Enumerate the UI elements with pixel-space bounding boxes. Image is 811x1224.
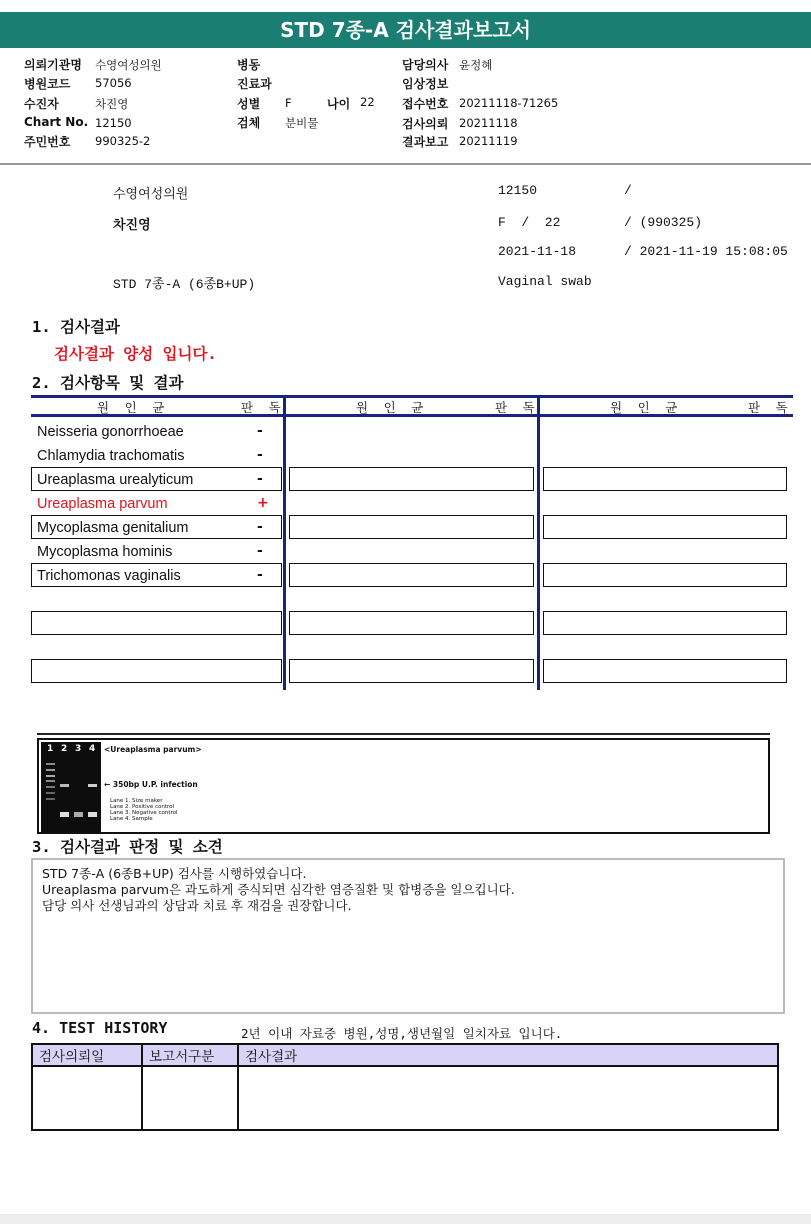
cell-box-col1-7	[31, 611, 282, 635]
cell-box-col1-9	[31, 659, 282, 683]
col3-value-2: 20211118-71265	[459, 96, 559, 110]
col1-value-4: 990325-2	[95, 134, 151, 148]
history-col-0: 검사의뢰일	[32, 1044, 142, 1066]
pathogen-name: Ureaplasma parvum	[37, 496, 168, 512]
chart-no: 12150	[498, 183, 538, 198]
findings-line: STD 7종-A (6종B+UP) 검사를 시행하였습니다.	[42, 866, 307, 881]
col1-label-0: 의뢰기관명	[24, 58, 82, 72]
cell-box-col2-1	[289, 467, 534, 491]
separator-line	[37, 733, 770, 735]
cell-box-col2-5	[289, 563, 534, 587]
col2-label-3: 검체	[237, 116, 261, 130]
report-title: STD 7종-A 검사결과보고서	[0, 12, 811, 48]
history-table	[31, 1043, 779, 1131]
pathogen-result: -	[257, 447, 263, 463]
cell-box-col3-3	[543, 515, 787, 539]
birth-date: / (990325)	[624, 215, 703, 230]
cell-box-col2-9	[289, 659, 534, 683]
pathogen-result: -	[257, 471, 263, 487]
history-header-row	[32, 1044, 778, 1066]
col-result-1: 판 독	[241, 400, 285, 415]
gel-legend-item: Lane 2. Positive control	[110, 804, 175, 810]
section4-title: 4. TEST HISTORY	[32, 1019, 168, 1037]
patient-name: 차진영	[113, 218, 151, 233]
col2-label-1: 진료과	[237, 77, 272, 91]
col1-value-2: 차진영	[95, 97, 129, 111]
report-datetime: / 2021-11-19 15:08:05	[624, 244, 788, 259]
pathogen-result: -	[257, 519, 263, 535]
col1-value-0: 수영여성의원	[95, 58, 162, 72]
pathogen-name: Trichomonas vaginalis	[37, 568, 181, 584]
cell-box-col2-7	[289, 611, 534, 635]
grid-divider-2	[537, 395, 540, 690]
col1-label-2: 수진자	[24, 97, 59, 111]
pathogen-name: Chlamydia trachomatis	[37, 448, 185, 464]
col-pathogen-3: 원 인 균	[610, 400, 682, 415]
pathogen-result: -	[257, 543, 263, 559]
col2-label-0: 병동	[237, 58, 261, 72]
col2-value-2: F	[285, 96, 292, 110]
pathogen-result: +	[257, 495, 269, 511]
cell-box-col2-3	[289, 515, 534, 539]
gel-lane-number: 3	[75, 744, 82, 754]
col-result-2: 판 독	[495, 400, 539, 415]
findings-text	[42, 866, 774, 914]
col3-value-0: 윤정혜	[459, 58, 493, 72]
col1-label-3: Chart No.	[24, 115, 89, 129]
history-cell-type	[142, 1066, 238, 1130]
request-date: 2021-11-18	[498, 244, 577, 259]
col1-value-3: 12150	[95, 116, 132, 130]
cell-box-col3-5	[543, 563, 787, 587]
sex-age: F / 22	[498, 215, 561, 230]
pathogen-name: Mycoplasma genitalium	[37, 520, 189, 536]
col1-label-4: 주민번호	[24, 135, 71, 149]
col3-value-3: 20211118	[459, 116, 518, 130]
test-name: STD 7종-A (6종B+UP)	[113, 277, 256, 292]
col3-label-2: 접수번호	[402, 97, 449, 111]
gel-lane-number: 1	[47, 744, 54, 754]
pathogen-result: -	[257, 423, 263, 439]
result-summary: 검사결과 양성 입니다.	[54, 345, 217, 363]
history-note: 2년 이내 자료중 병원,성명,생년월일 일치자료 입니다.	[241, 1026, 563, 1041]
col2-label-2: 성별	[237, 97, 261, 111]
history-col-2: 검사결과	[238, 1044, 778, 1066]
gel-title: <Ureaplasma parvum>	[104, 745, 202, 754]
gel-legend-item: Lane 3. Negative control	[110, 810, 178, 816]
history-col-1: 보고서구분	[142, 1044, 238, 1066]
col-pathogen-2: 원 인 균	[356, 400, 428, 415]
col2-value-3: 분비물	[285, 116, 319, 130]
gel-legend-item: Lane 4. Sample	[110, 816, 153, 822]
gel-annotation: ← 350bp U.P. infection	[104, 780, 198, 789]
cell-box-col3-7	[543, 611, 787, 635]
findings-line: Ureaplasma parvum은 과도하게 증식되면 심각한 염증질환 및 합병증을 일으킵니다.	[42, 882, 515, 897]
col1-label-1: 병원코드	[24, 77, 71, 91]
findings-box	[31, 858, 785, 1014]
gel-lane-number: 4	[89, 744, 96, 754]
age-label: 나이	[327, 97, 351, 111]
section2-title: 2. 검사항목 및 결과	[32, 374, 184, 392]
history-cell-date	[32, 1066, 142, 1130]
age-value: 22	[360, 95, 375, 109]
slash: /	[624, 183, 632, 198]
col3-label-1: 임상정보	[402, 77, 449, 91]
section1-title: 1. 검사결과	[32, 318, 120, 336]
cell-box-col3-1	[543, 467, 787, 491]
gel-lane-number: 2	[61, 744, 68, 754]
patient-hospital: 수영여성의원	[113, 187, 189, 202]
cell-box-col3-9	[543, 659, 787, 683]
page-footer-band	[0, 1214, 811, 1224]
col1-value-1: 57056	[95, 76, 132, 90]
col3-label-3: 검사의뢰	[402, 117, 449, 131]
col3-label-0: 담당의사	[402, 58, 449, 72]
col-result-3: 판 독	[748, 400, 792, 415]
findings-line: 담당 의사 선생님과의 상담과 치료 후 재검을 권장합니다.	[42, 898, 352, 913]
grid-divider-1	[283, 395, 286, 690]
pathogen-name: Mycoplasma hominis	[37, 544, 173, 560]
pathogen-result: -	[257, 567, 263, 583]
col3-value-4: 20211119	[459, 134, 518, 148]
col-pathogen-1: 원 인 균	[97, 400, 169, 415]
gel-legend-item: Lane 1. Size maker	[110, 798, 163, 804]
section3-title: 3. 검사결과 판정 및 소견	[32, 838, 223, 856]
history-cell-result	[238, 1066, 778, 1130]
gel-electrophoresis-image	[41, 742, 101, 832]
pathogen-name: Ureaplasma urealyticum	[37, 472, 194, 488]
pathogen-name: Neisseria gonorrhoeae	[37, 424, 184, 440]
history-row	[32, 1066, 778, 1130]
specimen: Vaginal swab	[498, 274, 592, 289]
col3-label-4: 결과보고	[402, 135, 449, 149]
